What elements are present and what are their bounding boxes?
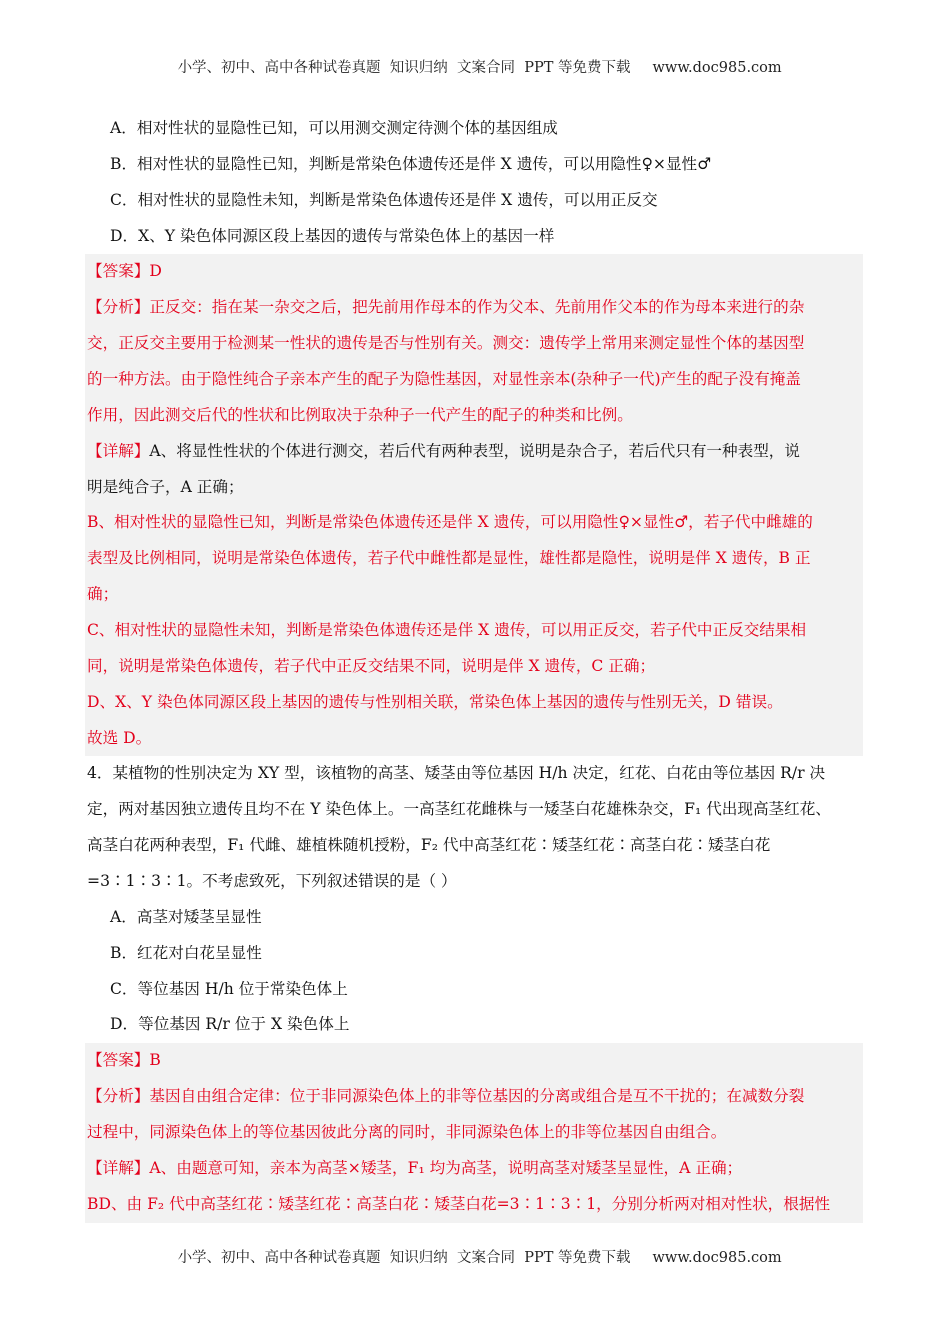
analysis-line: 交，正反交主要用于检测某一性状的遗传是否与性别有关。测交：遗传学上常用来测定显性个体的基因型 bbox=[87, 334, 805, 353]
detail-line: BD、由 F₂ 代中高茎红花∶矮茎红花∶高茎白花∶矮茎白花=3∶1∶3∶1，分别分析两对相对性状，根据性 bbox=[87, 1194, 831, 1213]
detail-line: D、X、Y 染色体同源区段上基因的遗传与性别相关联，常染色体上基因的遗传与性别无关，D 错误。 bbox=[87, 692, 783, 711]
analysis-line: 过程中，同源染色体上的等位基因彼此分离的同时，非同源染色体上的非等位基因自由组合。 bbox=[87, 1123, 727, 1142]
analysis-text: 基因自由组合定律：位于非同源染色体上的非等位基因的分离或组合是互不干扰的；在减数分裂 bbox=[149, 1087, 805, 1106]
option-b: B．相对性状的显隐性已知，判断是常染色体遗传还是伴 X 遗传，可以用隐性♀×显性♂ bbox=[110, 154, 712, 173]
page-footer bbox=[0, 1230, 950, 1267]
option-d: D．X、Y 染色体同源区段上基因的遗传与常染色体上的基因一样 bbox=[110, 226, 555, 245]
q3-solution-box bbox=[85, 254, 863, 756]
detail-tag: 【详解】 bbox=[87, 441, 150, 460]
detail-line bbox=[85, 470, 863, 506]
question-stem-line: 高茎白花两种表型，F₁ 代雌、雄植株随机授粉，F₂ 代中高茎红花∶矮茎红花∶高茎白花∶矮茎白花 bbox=[87, 836, 771, 855]
q4-solution-box bbox=[85, 1043, 863, 1222]
analysis-line: 的一种方法。由于隐性纯合子亲本产生的配子为隐性基因，对显性亲本(杂种子一代)产生的配子没有掩盖 bbox=[87, 370, 801, 389]
detail-text: A、将显性性状的个体进行测交，若后代有两种表型，说明是杂合子，若后代只有一种表型，说 bbox=[149, 441, 800, 460]
analysis-tag: 【分析】 bbox=[87, 1087, 150, 1106]
answer-line bbox=[85, 254, 863, 290]
footer-text: 小学、初中、高中各种试卷真题 知识归纳 文案合同 PPT 等免费下载 bbox=[177, 1250, 631, 1266]
answer-value: B bbox=[149, 1051, 161, 1070]
detail-line: 故选 D。 bbox=[87, 728, 152, 747]
detail-line: C、相对性状的显隐性未知，判断是常染色体遗传还是伴 X 遗传，可以用正反交，若子代中正反交结果相 bbox=[87, 621, 807, 640]
q4-options bbox=[0, 900, 950, 1043]
option-b: B．红花对白花呈显性 bbox=[110, 943, 262, 962]
q4-stem bbox=[0, 756, 950, 899]
detail-line: 表型及比例相同，说明是常染色体遗传，若子代中雌性都是显性，雄性都是隐性，说明是伴 X 遗传，B 正 bbox=[87, 549, 811, 568]
analysis-tag: 【分析】 bbox=[87, 298, 150, 317]
analysis-line bbox=[85, 290, 863, 326]
page-header bbox=[0, 40, 950, 77]
document-body bbox=[0, 111, 950, 1223]
question-stem-line: 定，两对基因独立遗传且均不在 Y 染色体上。一高茎红花雌株与一矮茎白花雄株杂交，F₁ 代出现高茎红花、 bbox=[87, 800, 831, 819]
option-c: C．等位基因 H/h 位于常染色体上 bbox=[110, 979, 348, 998]
footer-url[interactable]: www.doc985.com bbox=[652, 1250, 782, 1266]
answer-tag: 【答案】 bbox=[87, 262, 150, 281]
answer-line bbox=[85, 1043, 863, 1079]
question-stem-line: 4．某植物的性别决定为 XY 型，该植物的高茎、矮茎由等位基因 H/h 决定，红花、白花由等位基因 R/r 决 bbox=[87, 764, 826, 783]
answer-value: D bbox=[149, 262, 162, 281]
analysis-line: 作用，因此测交后代的性状和比例取决于杂种子一代产生的配子的种类和比例。 bbox=[87, 405, 633, 424]
q3-options bbox=[0, 111, 950, 254]
header-url[interactable]: www.doc985.com bbox=[652, 60, 782, 76]
header-text: 小学、初中、高中各种试卷真题 知识归纳 文案合同 PPT 等免费下载 bbox=[177, 60, 631, 76]
detail-line: 确； bbox=[87, 585, 119, 604]
option-c: C．相对性状的显隐性未知，判断是常染色体遗传还是伴 X 遗传，可以用正反交 bbox=[110, 190, 658, 209]
option-a: A．高茎对矮茎呈显性 bbox=[110, 907, 262, 926]
answer-tag: 【答案】 bbox=[87, 1051, 150, 1070]
detail-line: 同，说明是常染色体遗传，若子代中正反交结果不同，说明是伴 X 遗传，C 正确； bbox=[87, 656, 656, 675]
detail-line bbox=[85, 434, 863, 470]
question-stem-line: =3∶1∶3∶1。不考虑致死，下列叙述错误的是（ ） bbox=[87, 872, 457, 891]
option-d: D．等位基因 R/r 位于 X 染色体上 bbox=[110, 1015, 350, 1034]
detail-tag: 【详解】 bbox=[87, 1158, 150, 1177]
detail-line: B、相对性状的显隐性已知，判断是常染色体遗传还是伴 X 遗传，可以用隐性♀×显性♂，若子代中雌雄的 bbox=[87, 513, 813, 532]
analysis-text: 正反交：指在某一杂交之后，把先前用作母本的作为父本、先前用作父本的作为母本来进行的杂 bbox=[149, 298, 805, 317]
detail-line bbox=[85, 1151, 863, 1187]
analysis-line bbox=[85, 1079, 863, 1115]
option-a: A．相对性状的显隐性已知，可以用测交测定待测个体的基因组成 bbox=[110, 119, 558, 137]
detail-text: A、由题意可知，亲本为高茎×矮茎，F₁ 均为高茎，说明高茎对矮茎呈显性，A 正确； bbox=[149, 1158, 743, 1177]
detail-text: 明是纯合子，A 正确； bbox=[87, 477, 244, 496]
